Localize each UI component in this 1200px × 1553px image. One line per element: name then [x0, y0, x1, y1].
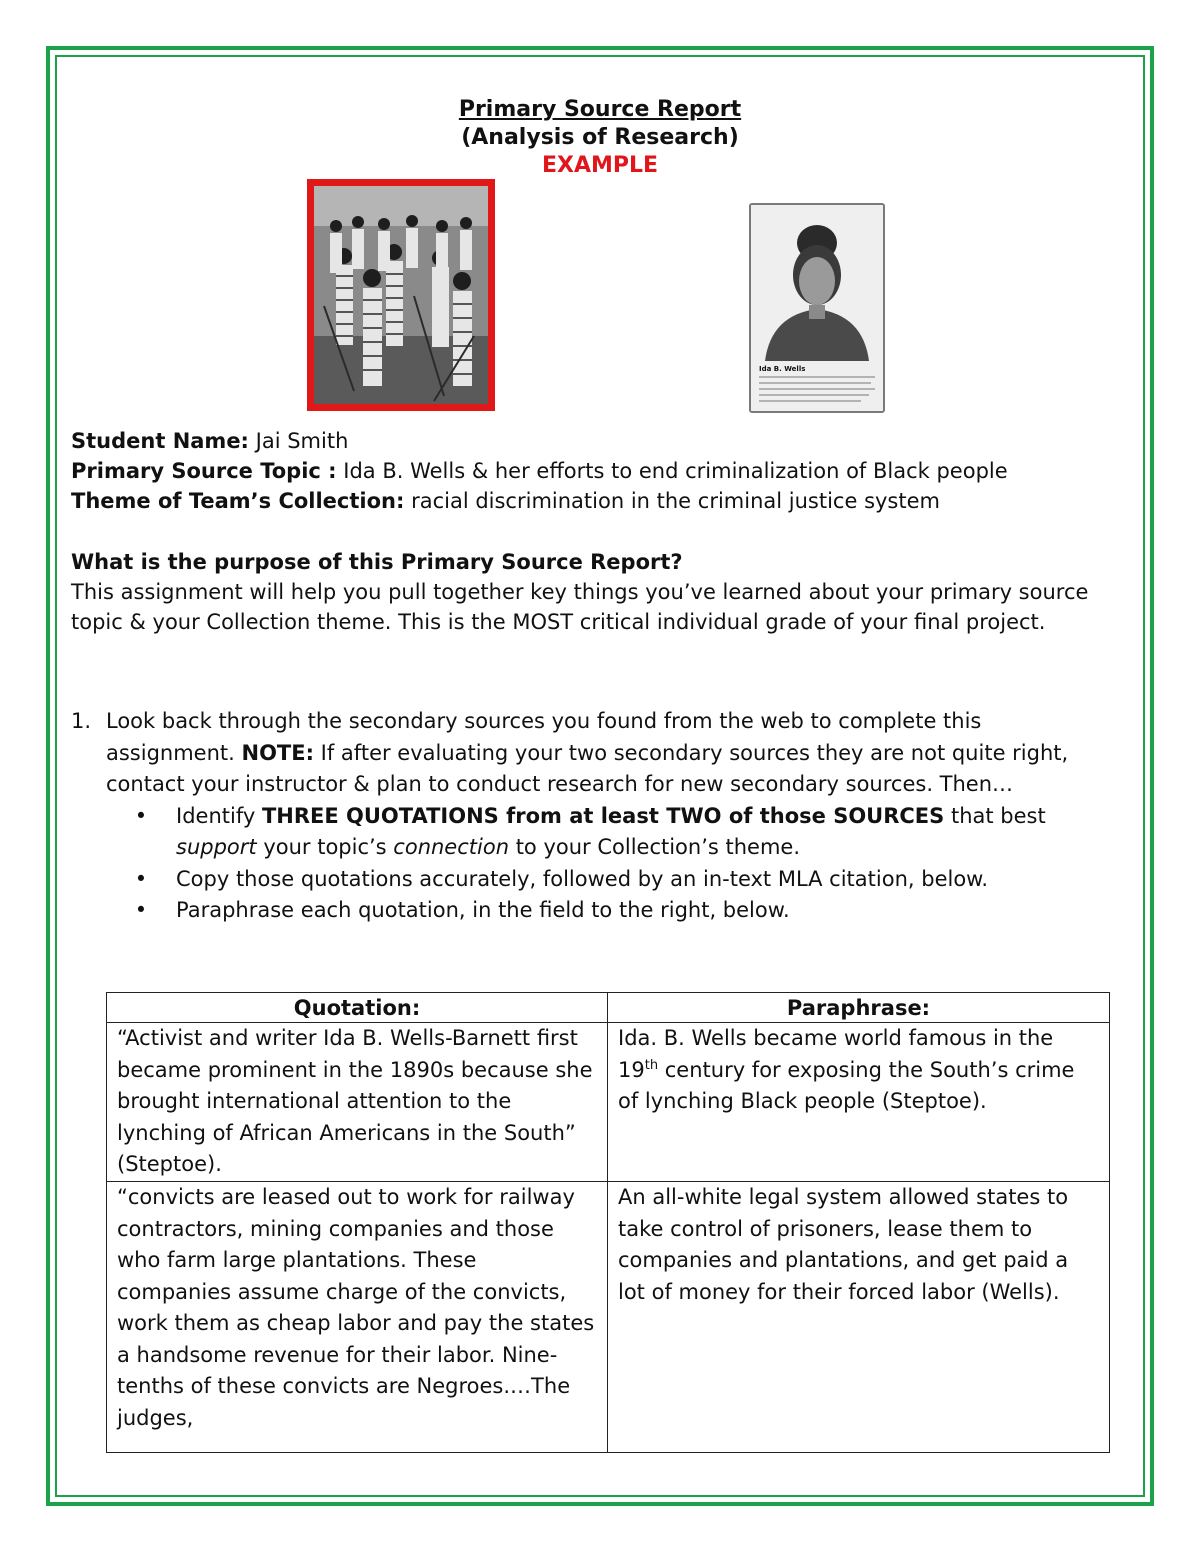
- title-block: [0, 96, 1200, 180]
- table-header-row: [107, 993, 1110, 1023]
- bullet-icon: •: [134, 803, 148, 828]
- ida-b-wells-portrait-icon: [751, 205, 883, 411]
- student-name-label: Student Name:: [71, 429, 249, 453]
- instruction-text-b: If after evaluating your two secondary sources they are not quite right, contact your instructor & plan to conduct research for new secondary sources. Then…: [106, 740, 1069, 796]
- purpose-section: [71, 547, 1141, 637]
- instruction-text-a: Look back through the secondary sources you found from the web to complete this assignment.: [106, 709, 982, 765]
- theme-label: Theme of Team’s Collection:: [71, 489, 405, 513]
- paraphrase-cell[interactable]: Ida. B. Wells became world famous in the 19th century for exposing the South’s crime of lynching Black people (Steptoe).: [608, 1023, 1110, 1182]
- instruction-bullets: [106, 801, 1096, 927]
- theme-value: racial discrimination in the criminal justice system: [404, 489, 940, 513]
- ida-b-wells-portrait: [749, 203, 885, 413]
- quotation-header: Quotation:: [107, 993, 608, 1023]
- instruction-text: [106, 706, 1096, 927]
- convict-labor-photo-icon: [314, 186, 488, 404]
- student-name-line: [71, 426, 1008, 456]
- quotation-cell[interactable]: “Activist and writer Ida B. Wells-Barnett first became prominent in the 1890s because she brought international attention to the lynching of African Americans in the South” (Steptoe).: [107, 1023, 608, 1182]
- report-title: Primary Source Report: [458, 97, 742, 122]
- bullet-item: [106, 801, 1096, 864]
- quotation-table: [106, 992, 1110, 1453]
- bullet-item: [106, 895, 1096, 927]
- paraphrase-header: Paraphrase:: [608, 993, 1110, 1023]
- bullet-text: Identify THREE QUOTATIONS from at least TWO of those SOURCES that best support your topic’s connection to your Collection’s theme.: [176, 803, 1046, 859]
- example-label: EXAMPLE: [541, 153, 659, 178]
- student-info: [71, 426, 1008, 516]
- bullet-icon: •: [134, 898, 148, 922]
- bullet-text: Copy those quotations accurately, followed by an in-text MLA citation, below.: [176, 866, 989, 891]
- instruction-item: [71, 706, 1141, 927]
- paraphrase-cell[interactable]: An all-white legal system allowed states to take control of prisoners, lease them to companies and plantations, and get paid a lot of money for their forced labor (Wells).: [608, 1182, 1110, 1453]
- student-name-value: Jai Smith: [248, 429, 349, 453]
- quotation-cell[interactable]: “convicts are leased out to work for railway contractors, mining companies and those who farm large plantations. These companies assume charge of the convicts, work them as cheap labor and pay the states a handsome revenue for their labor. Nine-tenths of these convicts are Negroes.…The judges,: [107, 1182, 608, 1453]
- table-row: [107, 1023, 1110, 1182]
- portrait-caption: Ida B. Wells: [759, 365, 806, 373]
- convict-labor-photo: [307, 179, 495, 411]
- report-subtitle: (Analysis of Research): [461, 125, 739, 150]
- topic-line: [71, 456, 1008, 486]
- bullet-icon: •: [134, 866, 148, 891]
- theme-line: [71, 486, 1008, 516]
- instruction-number: 1.: [71, 709, 92, 733]
- topic-label: Primary Source Topic :: [71, 459, 337, 483]
- note-label: NOTE:: [241, 740, 314, 765]
- table-row: [107, 1182, 1110, 1453]
- purpose-body: This assignment will help you pull together key things you’ve learned about your primary source topic & your Collection theme. This is the MOST critical individual grade of your final project.: [71, 580, 1089, 634]
- purpose-heading: What is the purpose of this Primary Source Report?: [71, 550, 683, 574]
- bullet-text: Paraphrase each quotation, in the field to the right, below.: [176, 898, 790, 922]
- topic-value: Ida B. Wells & her efforts to end criminalization of Black people: [336, 459, 1008, 483]
- instructions-section: [71, 706, 1141, 927]
- bullet-item: [106, 864, 1096, 896]
